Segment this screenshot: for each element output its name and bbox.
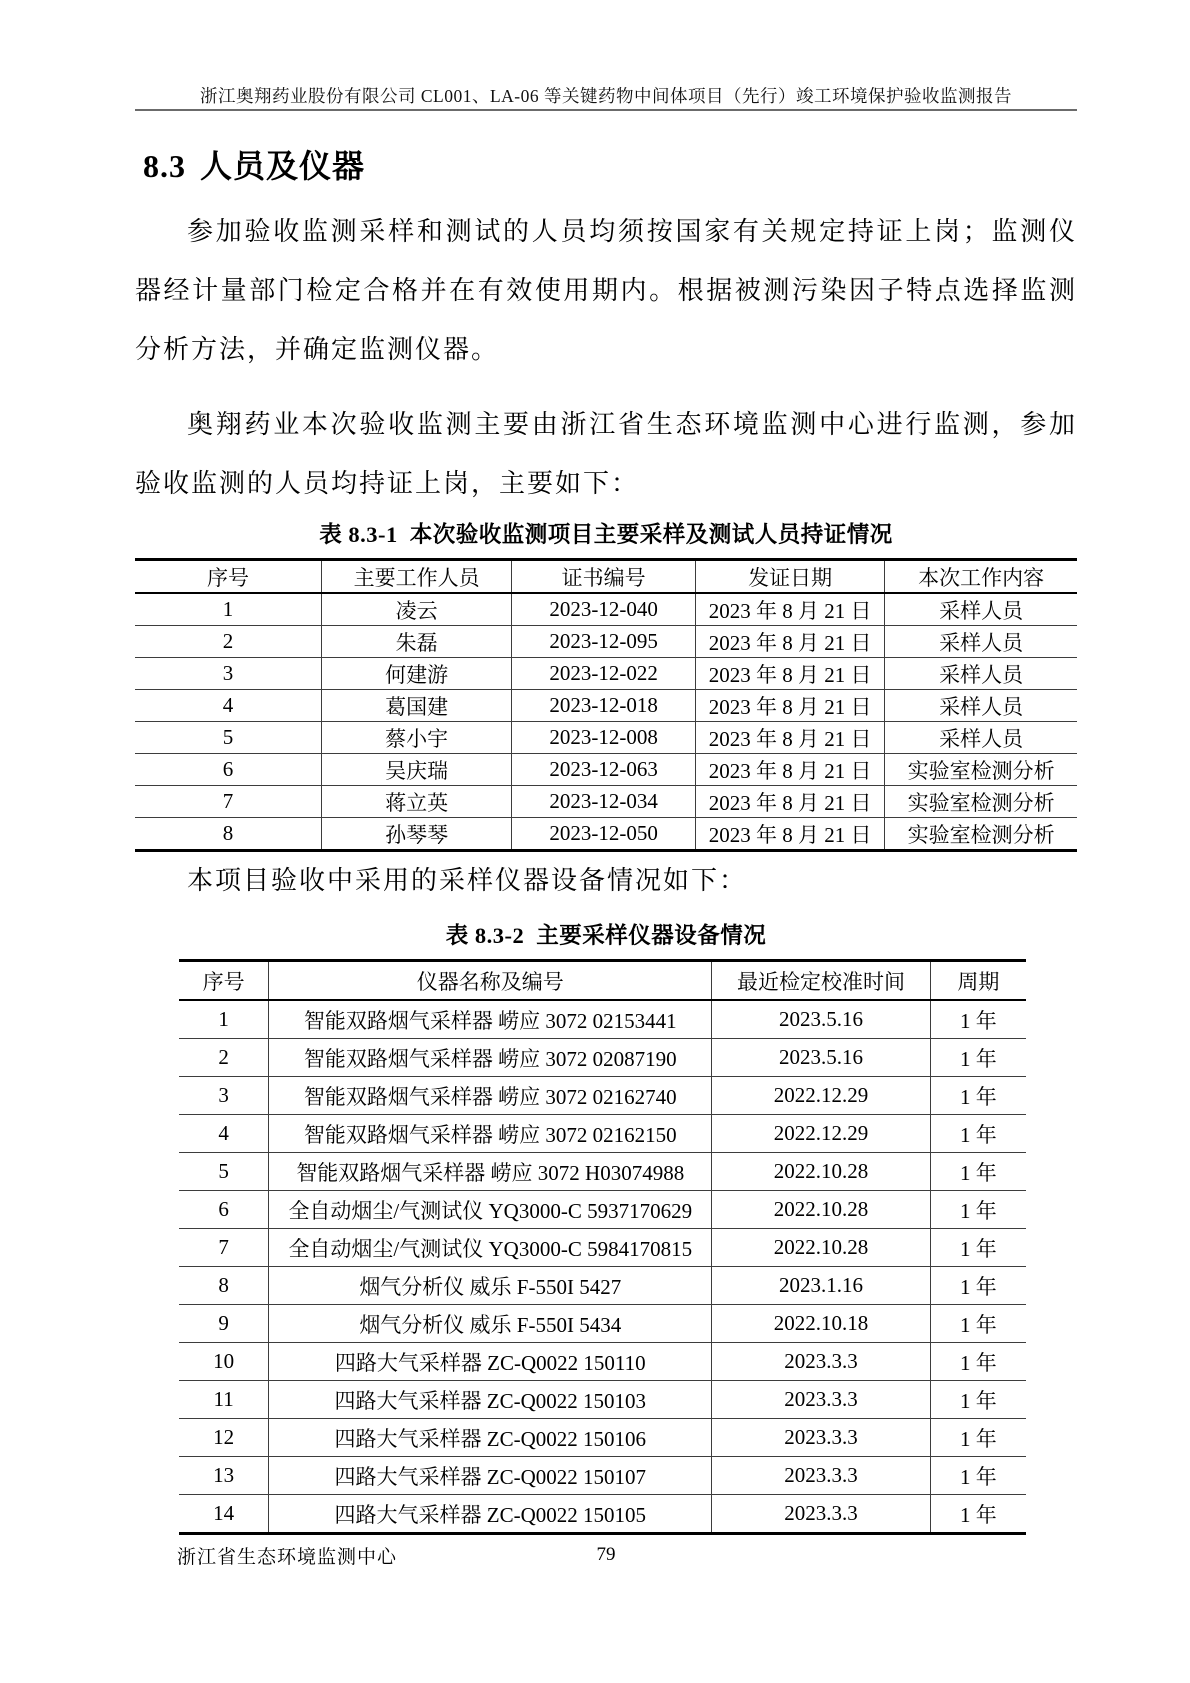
table-cell: 采样人员 (885, 722, 1077, 754)
table-cell: 1 年 (930, 1381, 1026, 1419)
section-title: 人员及仪器 (200, 148, 366, 184)
table-cell: 8 (135, 818, 322, 851)
table-cell: 2023 年 8 月 21 日 (695, 593, 884, 626)
column-header: 最近检定校准时间 (712, 961, 931, 1001)
table-cell: 2023.5.16 (712, 1000, 931, 1039)
table-cell: 实验室检测分析 (885, 754, 1077, 786)
table-row (179, 1305, 1026, 1343)
table-cell: 吴庆瑞 (322, 754, 512, 786)
table-cell: 7 (135, 786, 322, 818)
table-cell: 2023.3.3 (712, 1381, 931, 1419)
table-cell: 1 年 (960, 1502, 997, 1527)
personnel-certification-table (135, 558, 1077, 852)
table-row (179, 1267, 1026, 1305)
table1-title (135, 521, 1077, 549)
table-cell: 凌云 (322, 593, 512, 626)
table-row (179, 1381, 1026, 1419)
table-cell: 1 (179, 1000, 269, 1039)
section-number: 8.3 (143, 148, 186, 184)
table-cell: 四路大气采样器 ZC-Q0022 150105 (269, 1495, 712, 1534)
table1-title-text: 本次验收监测项目主要采样及测试人员持证情况 (409, 522, 893, 547)
table-row (135, 818, 1077, 851)
table-row (179, 1343, 1026, 1381)
table-cell: 2023-12-008 (512, 722, 696, 754)
table-cell: 1 年 (930, 1343, 1026, 1381)
table-cell: 2023-12-063 (512, 754, 696, 786)
table-row (179, 1039, 1026, 1077)
table-cell: 3 (135, 658, 322, 690)
paragraph-2: 奥翔药业本次验收监测主要由浙江省生态环境监测中心进行监测，参加验收监测的人员均持证上岗，主要如下： (135, 410, 1077, 498)
table-row (135, 626, 1077, 658)
column-header: 本次工作内容 (885, 560, 1077, 594)
table-cell: 1 年 (930, 1267, 1026, 1305)
paragraph-3: 本项目验收中采用的采样仪器设备情况如下： (187, 866, 748, 895)
table-cell: 2023 年 8 月 21 日 (695, 786, 884, 818)
table-cell: 2023-12-034 (512, 786, 696, 818)
column-header: 仪器名称及编号 (269, 961, 712, 1001)
table-cell: 1 年 (930, 1000, 1026, 1039)
table-cell: 10 (179, 1343, 269, 1381)
table-cell: 1 (135, 593, 322, 626)
table-cell: 2023.3.3 (712, 1495, 931, 1534)
table-cell: 2023-12-018 (512, 690, 696, 722)
table-cell: 1 年 (930, 1191, 1026, 1229)
table-cell: 智能双路烟气采样器 崂应 3072 02162150 (269, 1115, 712, 1153)
table-cell: 2022.10.28 (712, 1191, 931, 1229)
table-row (135, 658, 1077, 690)
table-cell: 5 (179, 1153, 269, 1191)
table-cell: 1 年 (930, 1153, 1026, 1191)
table-cell: 2023-12-095 (512, 626, 696, 658)
table-cell: 2022.10.28 (712, 1229, 931, 1267)
footer-page-number: 79 (596, 1544, 616, 1565)
table-cell: 四路大气采样器 ZC-Q0022 150103 (269, 1381, 712, 1419)
table-cell: 采样人员 (885, 626, 1077, 658)
table-cell: 2022.10.18 (712, 1305, 931, 1343)
table-cell: 实验室检测分析 (885, 786, 1077, 818)
table-cell: 1 年 (930, 1229, 1026, 1267)
table-cell: 葛国建 (322, 690, 512, 722)
table-cell: 8 (179, 1267, 269, 1305)
table2-title-number: 表 8.3-2 (445, 923, 525, 948)
sampling-equipment-table (179, 959, 1026, 1535)
table-cell: 1 年 (930, 1457, 1026, 1495)
table-row (135, 754, 1077, 786)
table-cell: 7 (179, 1229, 269, 1267)
table-row (179, 1229, 1026, 1267)
footer-organization: 浙江省生态环境监测中心 (177, 1547, 398, 1568)
table-cell: 2023 年 8 月 21 日 (695, 818, 884, 851)
table-cell: 2022.10.28 (712, 1153, 931, 1191)
table-cell: 4 (179, 1115, 269, 1153)
column-header: 证书编号 (512, 560, 696, 594)
table-cell: 采样人员 (885, 593, 1077, 626)
table-cell: 2022.12.29 (712, 1077, 931, 1115)
table-row (179, 1457, 1026, 1495)
table-cell: 2023 年 8 月 21 日 (695, 690, 884, 722)
table-cell: 2023 年 8 月 21 日 (695, 754, 884, 786)
table-row (179, 1153, 1026, 1191)
table-cell: 2 (179, 1039, 269, 1077)
table2-title (135, 922, 1077, 950)
table-row (179, 1191, 1026, 1229)
table-cell: 12 (179, 1419, 269, 1457)
table-row (135, 690, 1077, 722)
table-cell: 智能双路烟气采样器 崂应 3072 02162740 (269, 1077, 712, 1115)
table-row (179, 1000, 1026, 1039)
table-cell: 1 年 (930, 1077, 1026, 1115)
table-cell: 2023.3.3 (712, 1457, 931, 1495)
table-cell: 2023-12-022 (512, 658, 696, 690)
table-cell: 2022.12.29 (712, 1115, 931, 1153)
table-cell: 全自动烟尘/气测试仪 YQ3000-C 5937170629 (269, 1191, 712, 1229)
table-cell: 1 年 (930, 1305, 1026, 1343)
running-header-title: 浙江奥翔药业股份有限公司 CL001、LA-06 等关键药物中间体项目（先行）竣工环境保护验收监测报告 (199, 86, 1012, 106)
column-header: 周期 (930, 961, 1026, 1001)
table-row (135, 786, 1077, 818)
section-heading (143, 146, 1077, 186)
table-cell: 烟气分析仪 威乐 F-550I 5427 (269, 1267, 712, 1305)
table-cell: 烟气分析仪 威乐 F-550I 5434 (269, 1305, 712, 1343)
table2-header-row (179, 961, 1026, 1001)
table-cell: 14 (179, 1495, 269, 1534)
table-row (135, 593, 1077, 626)
table-cell: 1 年 (930, 1039, 1026, 1077)
table1-header-row (135, 560, 1077, 594)
column-header: 发证日期 (695, 560, 884, 594)
table-cell: 采样人员 (885, 690, 1077, 722)
table-cell: 智能双路烟气采样器 崂应 3072 02153441 (269, 1000, 712, 1039)
column-header: 主要工作人员 (322, 560, 512, 594)
table-cell: 9 (179, 1305, 269, 1343)
table-cell: 蒋立英 (322, 786, 512, 818)
table-row (179, 1419, 1026, 1457)
table-row (179, 1115, 1026, 1153)
table-cell: 13 (179, 1457, 269, 1495)
table-row (179, 1495, 1026, 1534)
table-cell: 蔡小宇 (322, 722, 512, 754)
table-cell: 四路大气采样器 ZC-Q0022 150110 (269, 1343, 712, 1381)
table-cell: 1 年 (930, 1115, 1026, 1153)
table-cell: 2023 年 8 月 21 日 (695, 626, 884, 658)
table-cell: 2023.1.16 (712, 1267, 931, 1305)
table-cell: 何建游 (322, 658, 512, 690)
table-cell: 1 年 (930, 1419, 1026, 1457)
table-cell: 2023.3.3 (712, 1343, 931, 1381)
table2-body (179, 1000, 1026, 1534)
column-header: 序号 (179, 961, 269, 1001)
table-cell: 2023.3.3 (712, 1419, 931, 1457)
table-cell: 四路大气采样器 ZC-Q0022 150107 (269, 1457, 712, 1495)
table2-title-text: 主要采样仪器设备情况 (536, 923, 767, 948)
table-cell: 2 (135, 626, 322, 658)
table-cell: 朱磊 (322, 626, 512, 658)
table-cell: 四路大气采样器 ZC-Q0022 150106 (269, 1419, 712, 1457)
table-row (179, 1077, 1026, 1115)
page-content (135, 0, 1077, 1535)
table-cell: 4 (135, 690, 322, 722)
table-cell: 3 (179, 1077, 269, 1115)
table-cell: 11 (179, 1381, 269, 1419)
table-cell: 孙琴琴 (322, 818, 512, 851)
table-cell: 6 (135, 754, 322, 786)
table-cell: 5 (135, 722, 322, 754)
table-cell: 2023-12-050 (512, 818, 696, 851)
table-cell: 6 (179, 1191, 269, 1229)
paragraph-1: 参加验收监测采样和测试的人员均须按国家有关规定持证上岗；监测仪器经计量部门检定合格并在有效使用期内。根据被测污染因子特点选择监测分析方法，并确定监测仪器。 (135, 217, 1077, 364)
table1-title-number: 表 8.3-1 (319, 522, 398, 547)
table-cell: 智能双路烟气采样器 崂应 3072 02087190 (269, 1039, 712, 1077)
table-cell: 2023.5.16 (712, 1039, 931, 1077)
table1-body (135, 593, 1077, 851)
table-cell: 全自动烟尘/气测试仪 YQ3000-C 5984170815 (269, 1229, 712, 1267)
table-cell: 2023-12-040 (512, 593, 696, 626)
column-header: 序号 (135, 560, 322, 594)
table-cell: 2023 年 8 月 21 日 (695, 722, 884, 754)
table-row (135, 722, 1077, 754)
table-cell: 采样人员 (885, 658, 1077, 690)
table-cell: 实验室检测分析 (907, 822, 1055, 847)
table-cell: 2023 年 8 月 21 日 (695, 658, 884, 690)
table-cell: 智能双路烟气采样器 崂应 3072 H03074988 (269, 1153, 712, 1191)
